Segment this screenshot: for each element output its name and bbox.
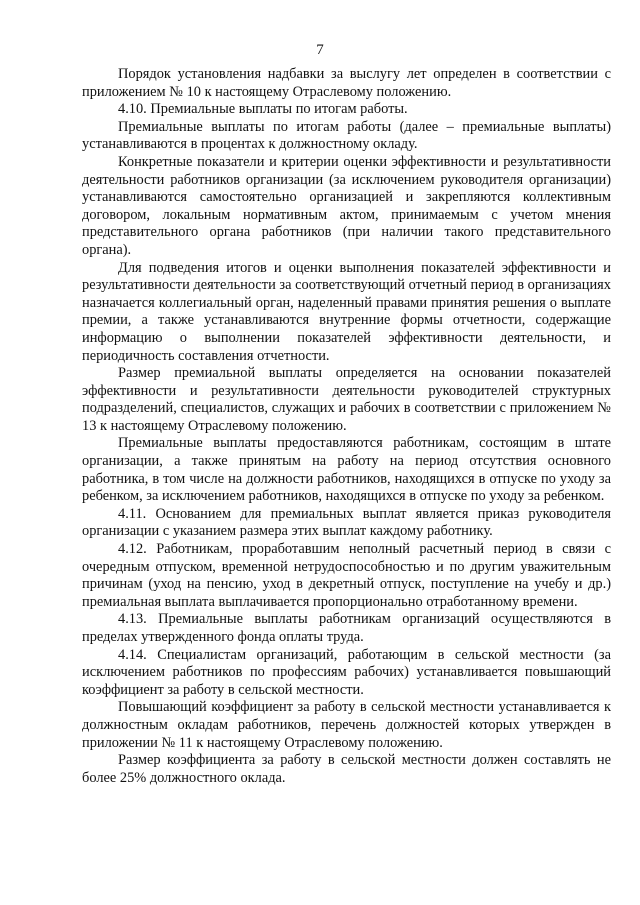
document-body — [82, 66, 611, 787]
section-4-12: 4.12. Работникам, проработавшим неполный расчетный период в связи с очередным отпуском, временной нетрудоспособностью и по другим уважительным причинам (уход на пенсию, уход в декретный отпуск, поступление на учебу и др.) премиальная выплата выплачивается пропорционально отработанному времени. — [82, 541, 611, 610]
paragraph-bonus-size: Размер премиальной выплаты определяется на основании показателей эффективности и результативности деятельности руководителей структурных подразделений, специалистов, служащих и рабочих в соответствии с приложением № 13 к настоящему Отраслевому положению. — [82, 365, 611, 434]
section-heading-4-10: 4.10. Премиальные выплаты по итогам работы. — [118, 101, 408, 118]
page-number: 7 — [316, 42, 324, 58]
paragraph-collegial-body: Для подведения итогов и оценки выполнения показателей эффективности и результативности деятельности за соответствующий отчетный период в организациях назначается коллегиальный орган, наделенный правами принятия решения о выплате премии, а также устанавливаются внутренние формы отчетности, содержащие информацию о выполнении показателей эффективности деятельности, и периодичность составления отчетности. — [82, 259, 611, 364]
paragraph-bonus-definition: Премиальные выплаты по итогам работы (далее – премиальные выплаты) устанавливаются в процентах к должностному окладу. — [82, 118, 611, 153]
paragraph-seniority-bonus: Порядок установления надбавки за выслугу лет определен в соответствии с приложением № 10 к настоящему Отраслевому положению. — [82, 66, 611, 100]
section-4-14: 4.14. Специалистам организаций, работающим в сельской местности (за исключением работников по профессиям рабочих) устанавливается повышающий коэффициент за работу в сельской местности. — [82, 646, 611, 698]
paragraph-coefficient-limit: Размер коэффициента за работу в сельской местности должен составлять не более 25% должностного оклада. — [82, 752, 611, 786]
section-4-13: 4.13. Премиальные выплаты работникам организаций осуществляются в пределах утвержденного фонда оплаты труда. — [82, 611, 611, 645]
paragraph-bonus-eligibility: Премиальные выплаты предоставляются работникам, состоящим в штате организации, а также принятым на работу на период отсутствия основного работника, в том числе на должности работников, находящихся в отпуске по уходу за ребенком, за исключением работников, находящихся в отпуске по уходу за ребенком. — [82, 435, 611, 505]
paragraph-performance-criteria: Конкретные показатели и критерии оценки эффективности и результативности деятельности работников организации (за исключением руководителя организации) устанавливаются самостоятельно организацией и закрепляются коллективным договором, локальным нормативным актом, принимаемым с учетом мнения представительного органа работников (при наличии такого представительного органа). — [82, 153, 611, 258]
paragraph-rural-coefficient: Повышающий коэффициент за работу в сельской местности устанавливается к должностным окладам работников, перечень должностей которых утвержден в приложении № 11 к настоящему Отраслевому положению. — [82, 699, 611, 751]
section-4-11: 4.11. Основанием для премиальных выплат является приказ руководителя организации с указанием размера этих выплат каждому работнику. — [82, 505, 611, 540]
